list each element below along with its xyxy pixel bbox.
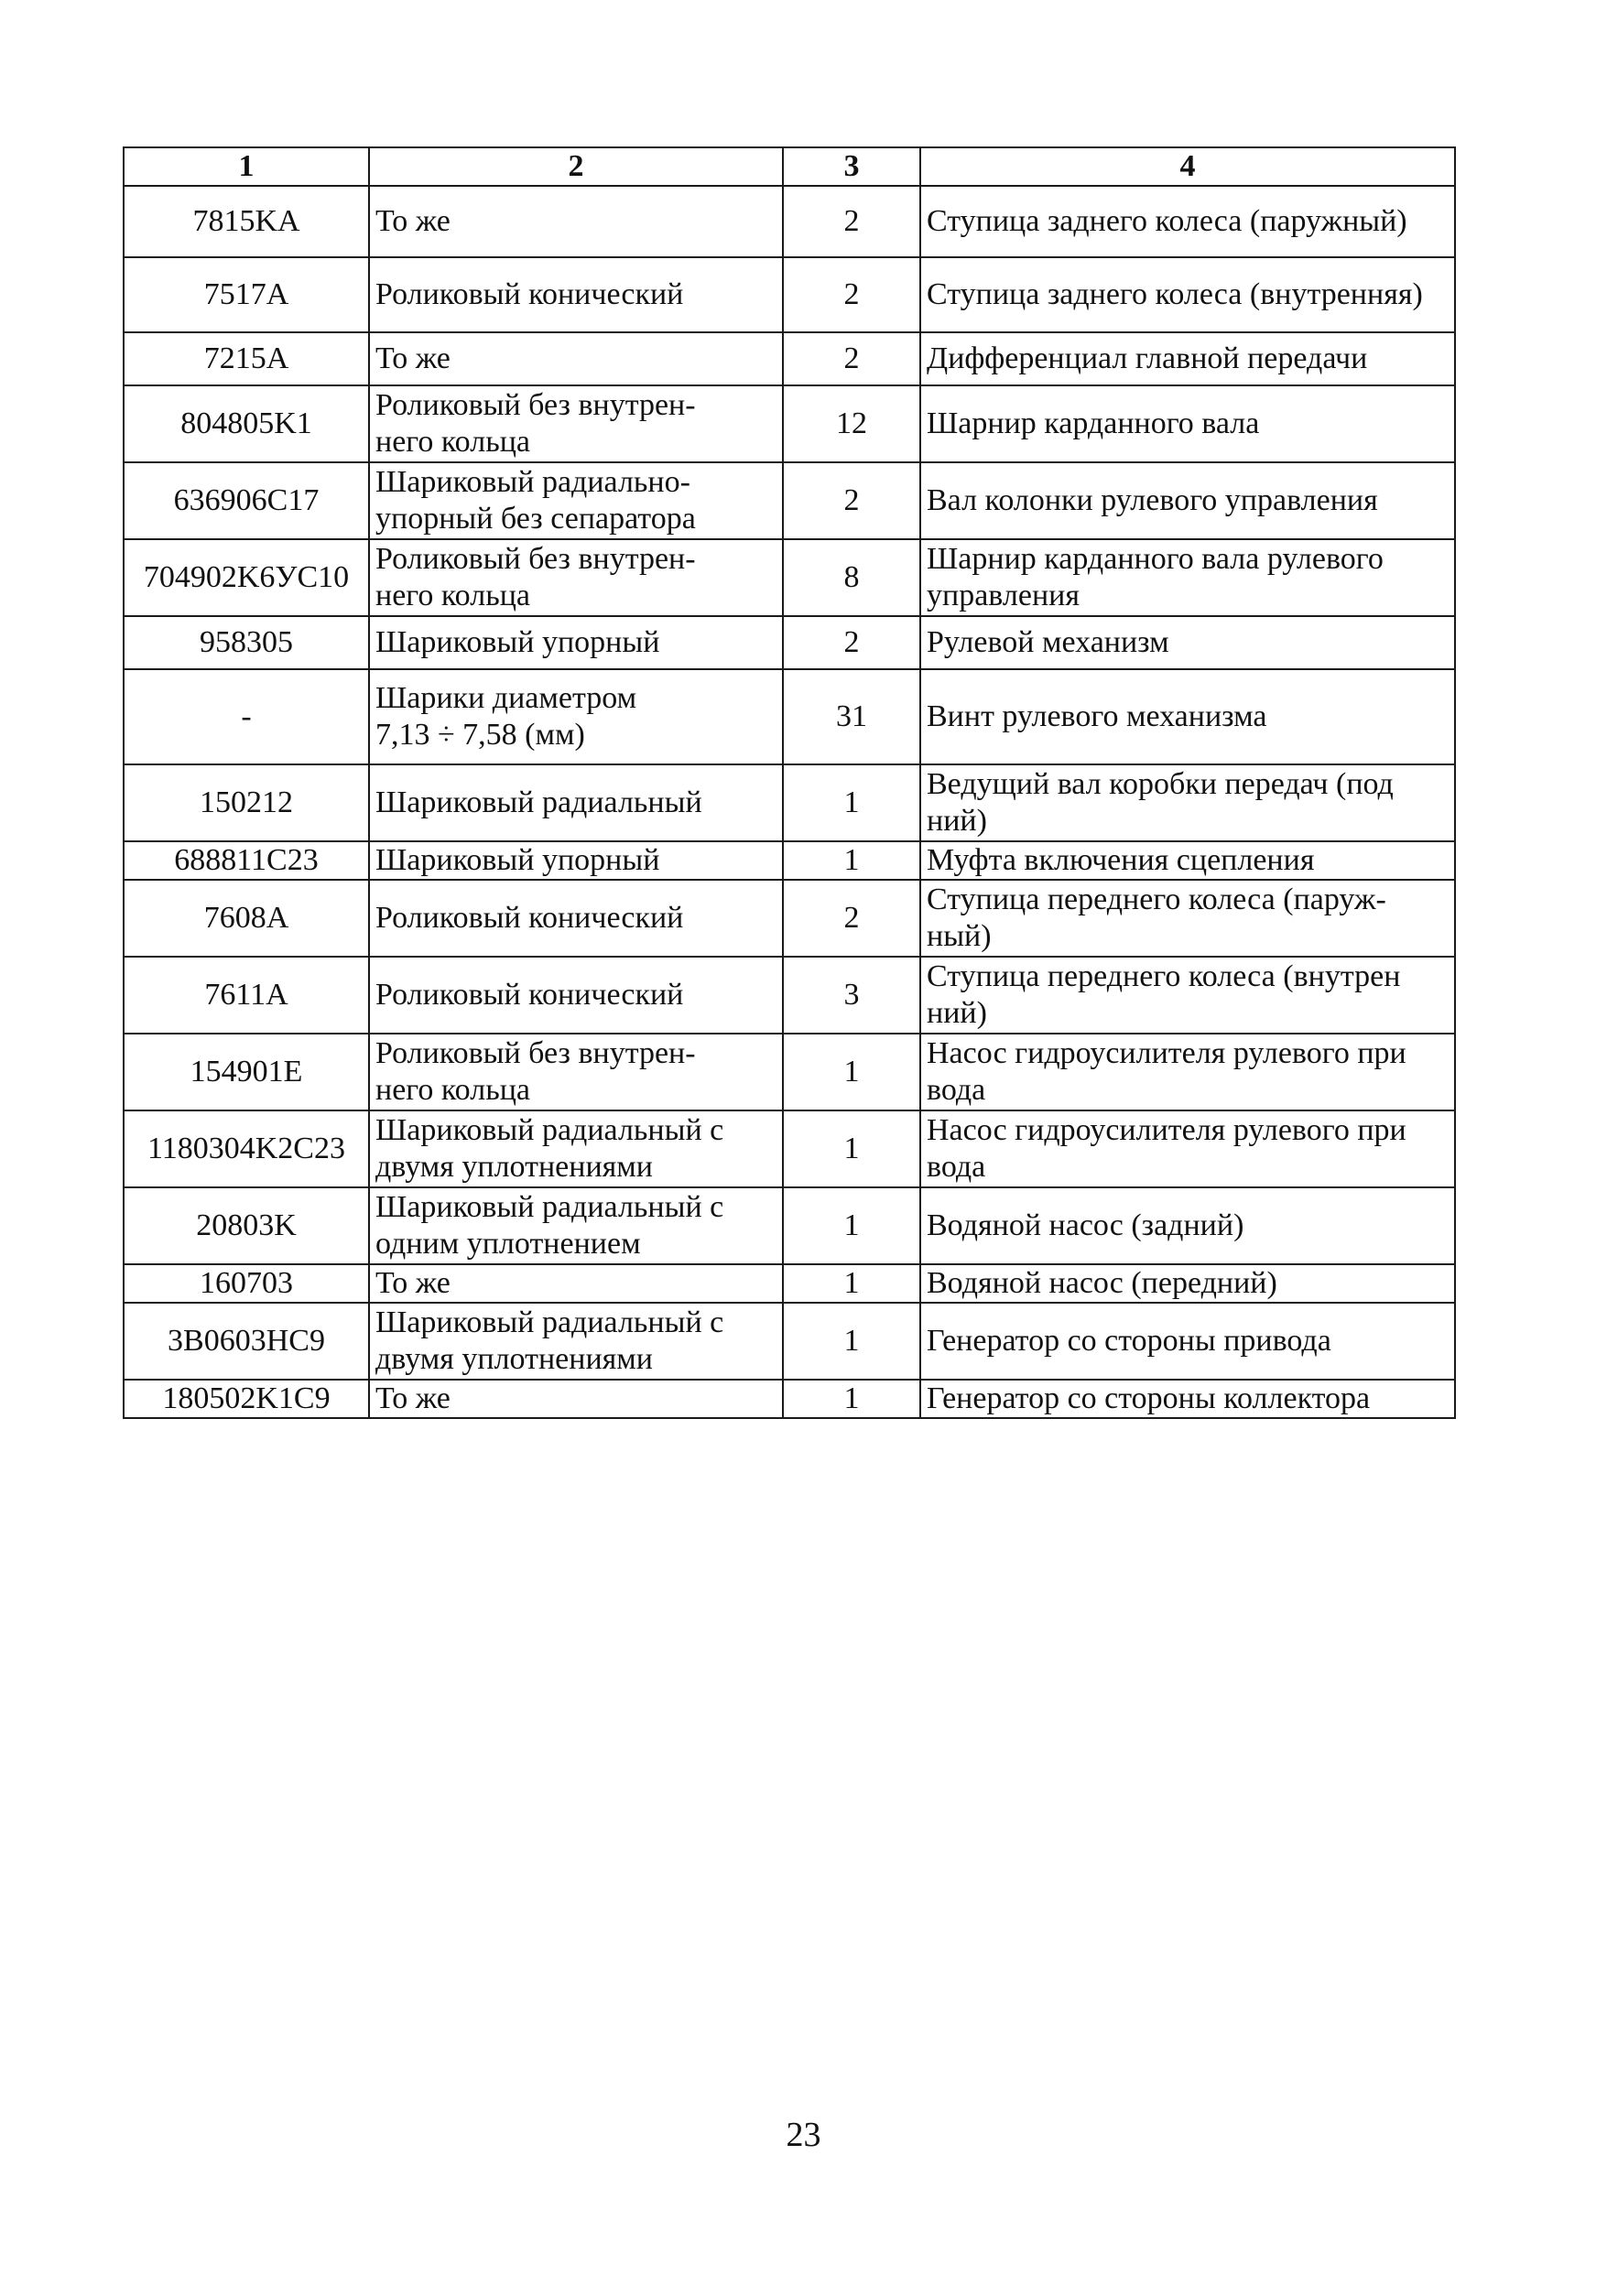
installation-place-line: Генератор со стороны привода [927,1324,1331,1358]
bearing-type-cell [369,1034,783,1110]
table-row [124,385,1455,462]
bearing-type-line: Шариковый радиальный с [375,1190,724,1224]
installation-place-cell [920,957,1455,1034]
quantity-cell: 1 [783,841,920,880]
table-row [124,257,1455,332]
installation-place-line: вода [927,1073,986,1107]
table-row [124,1110,1455,1187]
installation-place-line: Водяной насос (передний) [927,1266,1277,1300]
table-row [124,1187,1455,1264]
bearing-code-cell: 150212 [124,764,369,841]
bearing-type-cell [369,957,783,1034]
installation-place-line: Муфта включения сцепления [927,843,1315,877]
bearing-code-cell: - [124,669,369,764]
installation-place-cell [920,1110,1455,1187]
table-row [124,880,1455,957]
bearing-type-line: Шариковый радиальный с [375,1305,724,1339]
installation-place-cell [920,616,1455,669]
bearing-type-line: упорный без сепаратора [375,502,696,536]
quantity-cell: 2 [783,186,920,257]
table-row [124,1034,1455,1110]
bearing-type-line: Шариковый радиальный с [375,1113,724,1147]
installation-place-line: Винт рулевого механизма [927,699,1267,733]
installation-place-line: Дифференциал главной передачи [927,341,1368,375]
bearing-code-cell: 636906C17 [124,462,369,539]
bearing-type-line: Шарики диаметром [375,681,637,715]
installation-place-line: Шарнир карданного вала [927,406,1260,440]
table-header-row [124,147,1455,186]
installation-place-cell [920,1034,1455,1110]
column-header-3: 3 [783,147,920,186]
bearing-type-cell [369,1187,783,1264]
bearing-type-line: него кольца [375,425,530,459]
table-row [124,764,1455,841]
quantity-cell: 3 [783,957,920,1034]
table-row [124,186,1455,257]
installation-place-cell [920,186,1455,257]
bearing-code-cell: 688811C23 [124,841,369,880]
installation-place-line: управления [927,579,1080,612]
bearing-code-cell: 804805K1 [124,385,369,462]
installation-place-line: Вал колонки рулевого управления [927,483,1378,517]
installation-place-cell [920,385,1455,462]
installation-place-cell [920,462,1455,539]
quantity-cell: 1 [783,764,920,841]
bearing-type-line: одним уплотнением [375,1227,641,1261]
installation-place-cell [920,1264,1455,1303]
installation-place-line: Ступица заднего колеса (паружный) [927,204,1407,238]
bearing-type-line: Шариковый упорный [375,625,660,659]
installation-place-line: Ступица переднего колеса (паруж- [927,883,1386,916]
bearing-type-line: Роликовый без внутрен- [375,542,696,576]
quantity-cell: 1 [783,1303,920,1380]
bearing-code-cell: 180502K1C9 [124,1380,369,1418]
installation-place-line: Ведущий вал коробки передач (под [927,767,1394,801]
table-row [124,462,1455,539]
bearing-code-cell: 704902K6УC10 [124,539,369,616]
bearing-type-line: Роликовый конический [375,277,684,311]
bearing-type-cell [369,332,783,385]
column-header-4: 4 [920,147,1455,186]
table-row [124,1380,1455,1418]
installation-place-cell [920,1187,1455,1264]
bearing-type-line: То же [375,1381,451,1415]
bearing-code-cell: 958305 [124,616,369,669]
bearing-type-line: Роликовый конический [375,978,684,1012]
bearing-type-line: Шариковый радиально- [375,465,690,499]
installation-place-line: Ступица переднего колеса (внутрен [927,959,1401,993]
installation-place-cell [920,669,1455,764]
bearing-type-line: Шариковый радиальный [375,785,702,819]
installation-place-cell [920,539,1455,616]
bearing-type-line: Роликовый конический [375,901,684,935]
installation-place-cell [920,764,1455,841]
installation-place-line: Генератор со стороны коллектора [927,1381,1371,1415]
bearing-type-line: Шариковый упорный [375,843,660,877]
bearing-type-cell [369,616,783,669]
bearing-type-cell [369,186,783,257]
installation-place-cell [920,841,1455,880]
bearing-type-line: 7,13 ÷ 7,58 (мм) [375,718,585,752]
table-row [124,1264,1455,1303]
installation-place-cell [920,880,1455,957]
bearing-type-cell [369,669,783,764]
quantity-cell: 8 [783,539,920,616]
installation-place-line: Рулевой механизм [927,625,1169,659]
bearing-code-cell: 7608A [124,880,369,957]
table-row [124,1303,1455,1380]
page-number: 23 [786,2116,821,2154]
bearing-code-cell: 7215A [124,332,369,385]
bearing-code-cell: 20803K [124,1187,369,1264]
quantity-cell: 2 [783,616,920,669]
installation-place-line: Водяной насос (задний) [927,1208,1244,1242]
installation-place-cell [920,332,1455,385]
bearing-type-cell [369,1110,783,1187]
quantity-cell: 1 [783,1187,920,1264]
installation-place-line: Ступица заднего колеса (внутренняя) [927,277,1423,311]
bearing-type-cell [369,1380,783,1418]
table-row [124,332,1455,385]
bearing-code-cell: 7611A [124,957,369,1034]
bearing-type-line: Роликовый без внутрен- [375,388,696,422]
bearings-table [123,146,1456,1419]
bearing-type-line: него кольца [375,1073,530,1107]
bearing-type-cell [369,1303,783,1380]
bearing-type-line: То же [375,204,451,238]
quantity-cell: 2 [783,332,920,385]
quantity-cell: 1 [783,1264,920,1303]
bearing-type-line: То же [375,1266,451,1300]
bearing-type-cell [369,764,783,841]
quantity-cell: 1 [783,1380,920,1418]
installation-place-line: Насос гидроусилителя рулевого при [927,1113,1406,1147]
table-row [124,539,1455,616]
bearing-code-cell: 7517A [124,257,369,332]
installation-place-cell [920,257,1455,332]
bearing-type-line: него кольца [375,579,530,612]
installation-place-line: ний) [927,996,987,1030]
quantity-cell: 12 [783,385,920,462]
installation-place-line: вода [927,1150,986,1184]
bearing-code-cell: 154901E [124,1034,369,1110]
table-row [124,616,1455,669]
installation-place-line: Шарнир карданного вала рулевого [927,542,1384,576]
installation-place-line: ний) [927,804,987,838]
bearing-type-line: двумя уплотнениями [375,1342,653,1376]
bearing-type-cell [369,257,783,332]
column-header-2: 2 [369,147,783,186]
table-row [124,841,1455,880]
table-row [124,957,1455,1034]
bearing-type-cell [369,880,783,957]
installation-place-line: ный) [927,919,992,953]
bearing-code-cell: 7815KA [124,186,369,257]
quantity-cell: 1 [783,1110,920,1187]
table-body [124,186,1455,1418]
bearing-type-cell [369,385,783,462]
quantity-cell: 31 [783,669,920,764]
bearing-type-cell [369,841,783,880]
installation-place-line: Насос гидроусилителя рулевого при [927,1036,1406,1070]
bearing-code-cell: 1180304K2C23 [124,1110,369,1187]
installation-place-cell [920,1303,1455,1380]
bearing-type-line: Роликовый без внутрен- [375,1036,696,1070]
quantity-cell: 2 [783,462,920,539]
column-header-1: 1 [124,147,369,186]
bearing-code-cell: 160703 [124,1264,369,1303]
quantity-cell: 2 [783,880,920,957]
quantity-cell: 1 [783,1034,920,1110]
bearing-code-cell: 3B0603HC9 [124,1303,369,1380]
installation-place-cell [920,1380,1455,1418]
table-row [124,669,1455,764]
quantity-cell: 2 [783,257,920,332]
bearing-type-line: То же [375,341,451,375]
bearing-type-cell [369,462,783,539]
bearing-type-cell [369,1264,783,1303]
bearing-type-cell [369,539,783,616]
bearing-type-line: двумя уплотнениями [375,1150,653,1184]
